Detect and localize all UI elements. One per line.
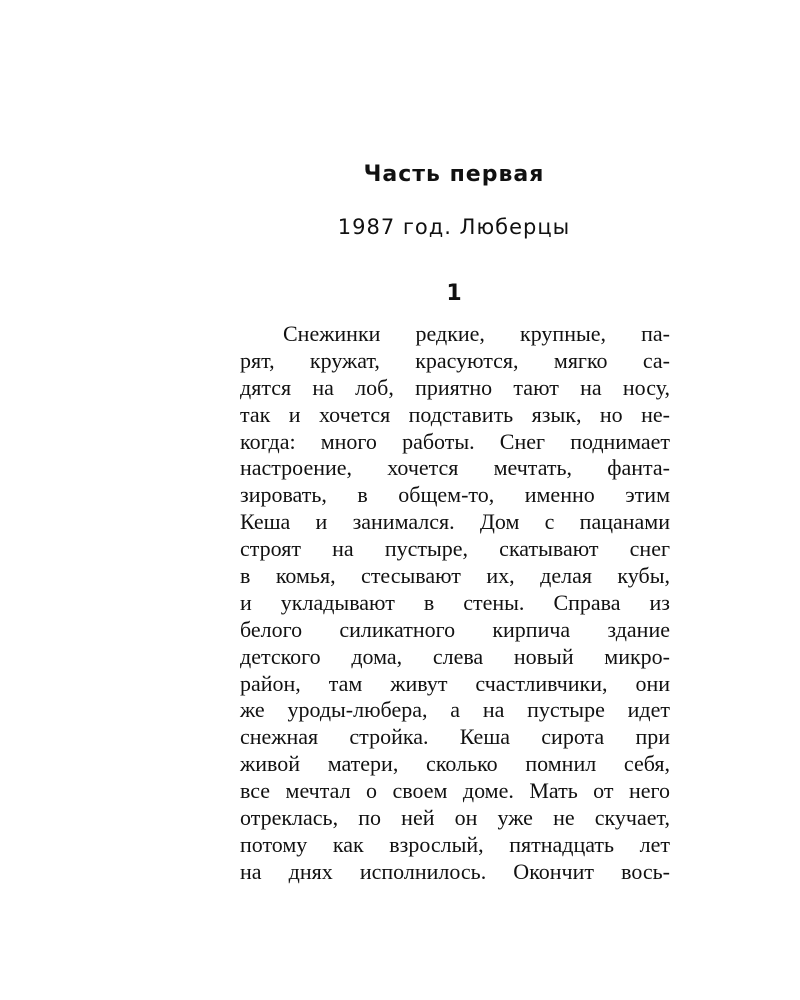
text-line: живой матери, сколько помнил себя, (240, 751, 670, 777)
text-line: потому как взрослый, пятнадцать лет (240, 831, 670, 857)
text-line: все мечтал о своем доме. Мать от него (240, 778, 670, 804)
text-line: так и хочется подставить язык, но не- (240, 401, 670, 427)
text-line: когда: много работы. Снег поднимает (240, 428, 670, 454)
text-line: настроение, хочется мечтать, фанта- (240, 455, 670, 481)
text-line: снежная стройка. Кеша сирота при (240, 724, 670, 750)
text-line: детского дома, слева новый микро- (240, 643, 670, 669)
text-line: в комья, стесывают их, делая кубы, (240, 563, 670, 589)
text-line: рят, кружат, красуются, мягко са- (240, 347, 670, 373)
chapter-subtitle: 1987 год. Люберцы (337, 215, 571, 239)
text-line: белого силикатного кирпича здание (240, 616, 670, 642)
text-line: дятся на лоб, приятно тают на носу, (240, 374, 670, 400)
body-text (240, 321, 670, 886)
text-line: и укладывают в стены. Справа из (240, 589, 670, 615)
text-line: Снежинки редкие, крупные, па- (283, 321, 670, 346)
chapter-number: 1 (446, 281, 462, 306)
text-line: зировать, в общем-то, именно этим (240, 482, 670, 508)
text-line: Кеша и занимался. Дом с пацанами (240, 509, 670, 535)
text-line: отреклась, по ней он уже не скучает, (240, 805, 670, 831)
part-title: Часть первая (363, 162, 545, 187)
text-line: на днях исполнилось. Окончит вось- (240, 858, 670, 884)
text-line: же уроды-люберa, а на пустыре идет (240, 697, 670, 723)
text-line: строят на пустыре, скатывают снег (240, 536, 670, 562)
text-line: район, там живут счастливчики, они (240, 670, 670, 696)
